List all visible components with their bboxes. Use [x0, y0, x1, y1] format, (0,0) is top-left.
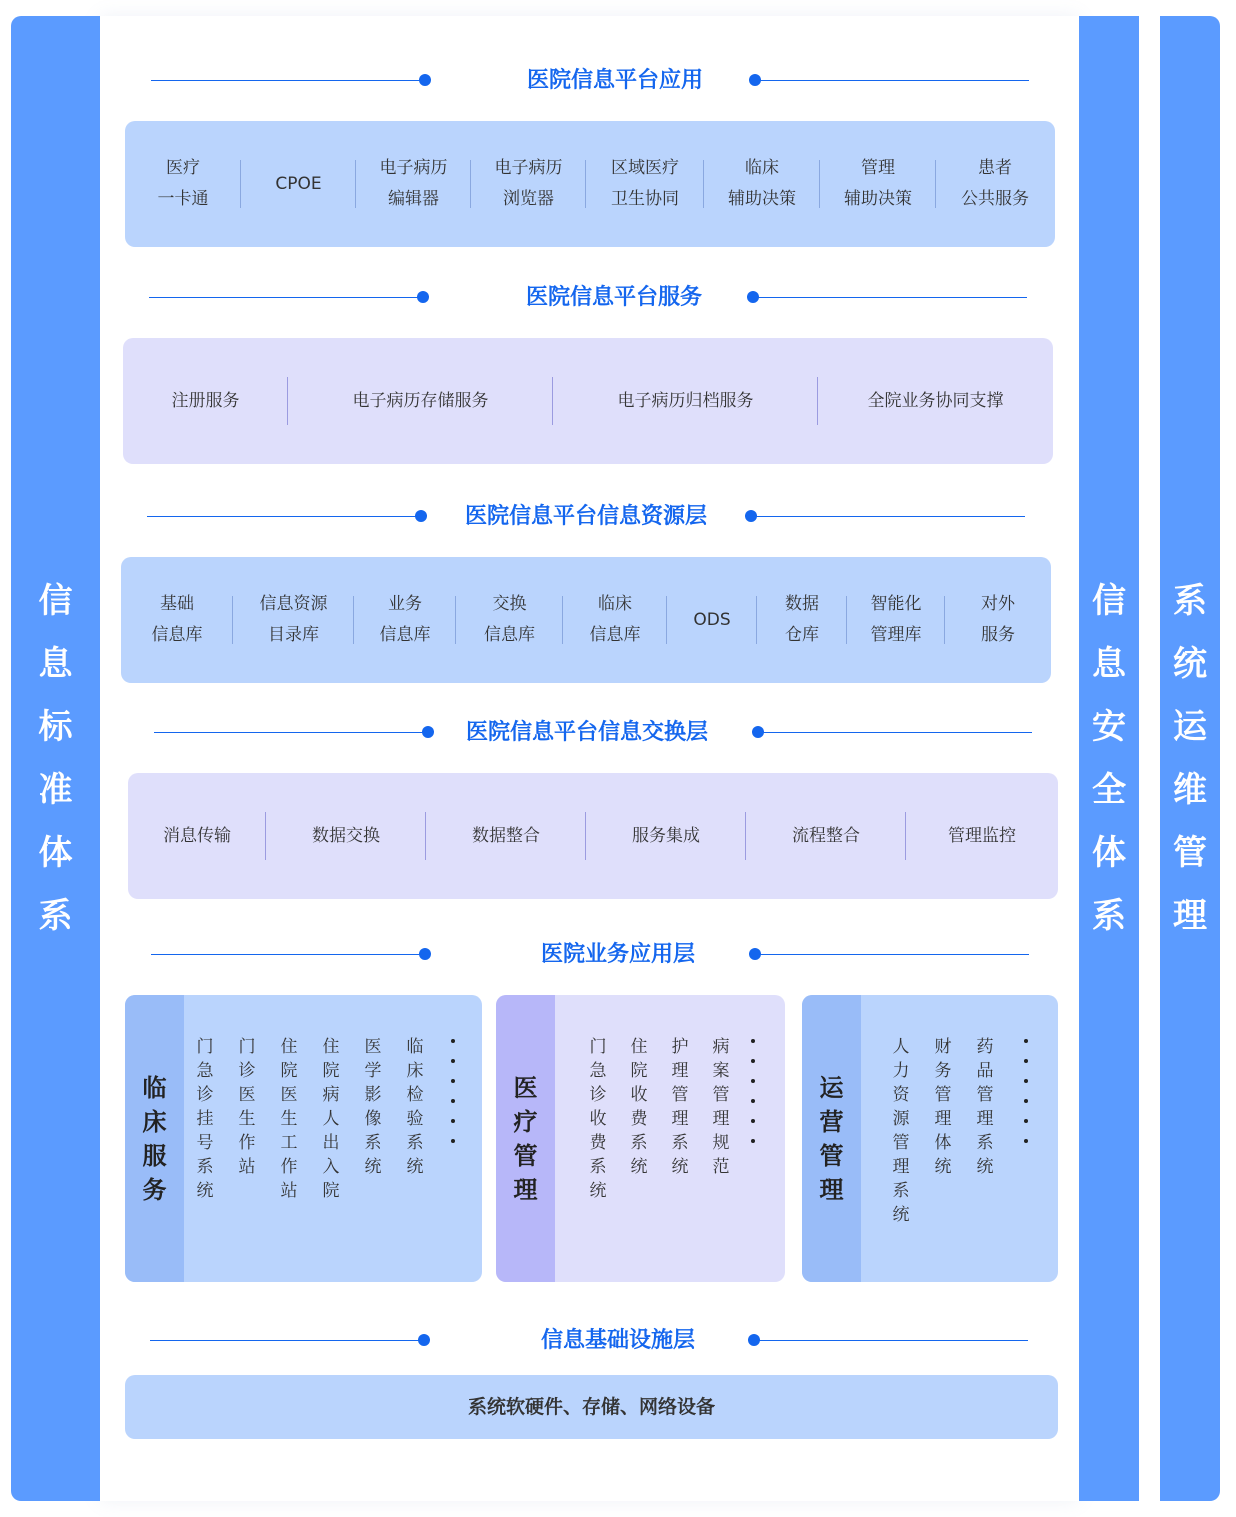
system-item-char: 系	[196, 1157, 214, 1177]
more-ellipsis-icon	[748, 1039, 758, 1159]
system-item	[891, 1035, 911, 1227]
system-item-char: 管	[976, 1085, 994, 1105]
panel-item-label: 流程整合	[792, 825, 860, 846]
panel-item-label: 信息库	[484, 625, 535, 645]
side.ops-char: 理	[1173, 895, 1207, 936]
side.security-char: 信	[1092, 580, 1126, 621]
system-item-char: 检	[406, 1085, 424, 1105]
panel-item-label: 管理监控	[948, 825, 1016, 846]
panel-item-label: 目录库	[268, 625, 319, 645]
panel-item-label: 消息传输	[163, 825, 231, 846]
side.ops-char: 管	[1173, 832, 1207, 873]
panel-item-label: 业务	[388, 594, 422, 614]
panel-item	[471, 153, 586, 215]
panel-item-label: 服务	[981, 625, 1015, 645]
system-item-char: 医	[238, 1085, 256, 1105]
panel-item-label: 电子病历	[379, 158, 448, 178]
system-item-char: 住	[322, 1037, 340, 1057]
panel-item	[354, 589, 456, 651]
system-item-char: 系	[976, 1133, 994, 1153]
panel-item	[128, 821, 266, 852]
side.left-char: 体	[38, 832, 73, 873]
system-item-char: 范	[712, 1157, 730, 1177]
system-item-char: 门	[196, 1037, 214, 1057]
card-title-char: 服	[142, 1141, 167, 1170]
system-item-char: 系	[364, 1133, 382, 1153]
system-item-char: 统	[892, 1205, 910, 1225]
system-item-char: 费	[589, 1133, 607, 1153]
system-item-char: 病	[712, 1037, 730, 1057]
panel-item-label: 数据交换	[312, 825, 380, 846]
card-title-char: 营	[819, 1107, 844, 1136]
system-item	[237, 1035, 257, 1179]
system-item-char: 统	[589, 1181, 607, 1201]
system-item-char: 理	[671, 1109, 689, 1129]
system-item-char: 药	[976, 1037, 994, 1057]
panel-item-label: 仓库	[785, 625, 819, 645]
system-item-char: 系	[630, 1133, 648, 1153]
card-title-char: 管	[819, 1141, 844, 1170]
system-item-char: 人	[322, 1109, 340, 1129]
panel-item	[586, 821, 746, 852]
panel-item-label: 服务集成	[632, 825, 700, 846]
panel-item-label: 交换	[492, 594, 527, 614]
panel-item	[586, 153, 704, 215]
system-item-char: 管	[712, 1085, 730, 1105]
panel-item-label: 管理	[861, 158, 895, 178]
system-item	[588, 1035, 608, 1203]
system-item-char: 管	[892, 1133, 910, 1153]
side.left-char: 息	[38, 643, 73, 684]
panel-item-label: 对外	[981, 594, 1015, 614]
system-item-char: 病	[322, 1085, 340, 1105]
panel-item-label: 医疗	[166, 158, 200, 178]
system-item-char: 系	[406, 1133, 424, 1153]
system-item-char: 影	[364, 1085, 382, 1105]
panel-item-label: 管理库	[870, 625, 922, 645]
panel-item	[553, 386, 818, 417]
system-item-char: 挂	[196, 1109, 214, 1129]
system-item-char: 站	[280, 1181, 298, 1201]
panel-item	[818, 386, 1053, 417]
panel-item-label: 浏览器	[503, 189, 554, 209]
side.security-char: 安	[1092, 706, 1126, 747]
panel-item	[936, 153, 1054, 215]
side.left-char: 信	[38, 580, 73, 621]
card-title-char: 务	[142, 1175, 167, 1204]
system-item-char: 生	[238, 1109, 256, 1129]
system-item-char: 临	[406, 1037, 424, 1057]
system-item-char: 系	[589, 1157, 607, 1177]
system-item-char: 门	[589, 1037, 607, 1057]
card-title-char: 疗	[513, 1107, 538, 1136]
panel-item-label: 电子病历存储服务	[352, 390, 489, 411]
section-title-app: 医院信息平台应用	[0, 66, 1236, 96]
panel-item-label: 基础	[160, 594, 194, 614]
panel-item	[241, 169, 356, 200]
system-item-char: 医	[280, 1085, 298, 1105]
panel-item	[233, 589, 354, 651]
system-item	[405, 1035, 425, 1179]
system-item-char: 理	[671, 1061, 689, 1081]
panel-item	[125, 153, 241, 215]
system-item-char: 资	[892, 1085, 910, 1105]
system-item-char: 统	[630, 1157, 648, 1177]
panel-item-label: ODS	[693, 609, 731, 630]
side.left-char: 准	[38, 769, 73, 810]
side.security-char: 体	[1092, 832, 1126, 873]
side.ops-char: 运	[1173, 706, 1207, 747]
system-item-char: 收	[589, 1109, 607, 1129]
system-item-char: 诊	[238, 1061, 256, 1081]
system-item-char: 像	[364, 1109, 382, 1129]
infrastructure-panel: 系统软硬件、存储、网络设备	[125, 1375, 1058, 1439]
side.security-char: 全	[1092, 769, 1126, 810]
operation-management-card	[802, 995, 1058, 1282]
system-item-char: 站	[238, 1157, 256, 1177]
system-item-char: 号	[196, 1133, 214, 1153]
system-ops-management-bar	[1160, 16, 1220, 1501]
panel-item-label: 辅助决策	[844, 189, 912, 209]
panel-item	[667, 605, 757, 636]
card-title-char: 理	[819, 1175, 844, 1204]
clinical-services-title	[125, 995, 184, 1282]
system-item-char: 理	[934, 1109, 952, 1129]
panel-item	[847, 589, 945, 651]
panel-item	[266, 821, 426, 852]
system-item-char: 急	[196, 1061, 214, 1081]
system-item-char: 急	[589, 1061, 607, 1081]
system-item-char: 统	[934, 1157, 952, 1177]
system-item-char: 验	[406, 1109, 424, 1129]
panel-item-label: 信息库	[151, 625, 203, 645]
card-title-char: 临	[142, 1073, 167, 1102]
side.ops-char: 维	[1173, 769, 1207, 810]
info-security-system-bar	[1079, 16, 1139, 1501]
side.left-char: 系	[38, 895, 73, 936]
panel-item-label: 电子病历	[494, 158, 563, 178]
panel-item-label: 数据	[785, 594, 819, 614]
panel-item-label: 信息资源	[259, 594, 328, 614]
system-item-char: 院	[280, 1061, 298, 1081]
panel-item-label: 信息库	[379, 625, 431, 645]
medical-management-card	[496, 995, 785, 1282]
system-item-char: 入	[322, 1157, 340, 1177]
panel-item-label: 区域医疗	[611, 158, 679, 178]
service-panel	[123, 338, 1053, 464]
panel-item-label: 公共服务	[961, 189, 1029, 209]
panel-item-label: 数据整合	[472, 825, 540, 846]
panel-item-label: 卫生协同	[611, 189, 679, 209]
system-item	[279, 1035, 299, 1203]
card-title-char: 理	[513, 1175, 538, 1204]
system-item-char: 管	[934, 1085, 952, 1105]
system-item-char: 统	[976, 1157, 994, 1177]
panel-item	[906, 821, 1058, 852]
panel-item	[945, 589, 1051, 651]
side.left-char: 标	[38, 706, 73, 747]
panel-item-label: 一卡通	[157, 189, 209, 209]
section-title-infra: 信息基础设施层	[0, 1326, 1236, 1356]
system-item-char: 床	[406, 1061, 424, 1081]
system-item-char: 门	[238, 1037, 256, 1057]
system-item-char: 作	[238, 1133, 256, 1153]
panel-item	[820, 153, 936, 215]
system-item-char: 统	[196, 1181, 214, 1201]
operation-management-title	[802, 995, 861, 1282]
system-item-char: 源	[892, 1109, 910, 1129]
system-item-char: 生	[280, 1109, 298, 1129]
side.ops-char: 系	[1173, 580, 1207, 621]
system-item-char: 理	[712, 1109, 730, 1129]
system-item	[975, 1035, 995, 1179]
resource-panel	[121, 557, 1051, 683]
panel-item-label: 编辑器	[388, 189, 439, 209]
side.security-char: 系	[1092, 895, 1126, 936]
panel-item-label: 全院业务协同支撑	[867, 390, 1004, 411]
system-item-char: 体	[934, 1133, 952, 1153]
system-item-char: 统	[406, 1157, 424, 1177]
system-item	[321, 1035, 341, 1203]
system-item-char: 住	[280, 1037, 298, 1057]
panel-item-label: 辅助决策	[728, 189, 796, 209]
panel-item-label: 智能化	[870, 594, 922, 614]
section-title-resource: 医院信息平台信息资源层	[0, 502, 1236, 532]
medical-management-title	[496, 995, 555, 1282]
info-standard-system-bar	[11, 16, 100, 1501]
system-item-char: 院	[322, 1181, 340, 1201]
system-item	[670, 1035, 690, 1179]
section-title-business: 医院业务应用层	[0, 940, 1236, 970]
panel-item-label: 电子病历归档服务	[617, 390, 754, 411]
system-item	[933, 1035, 953, 1179]
panel-item-label: 信息库	[589, 625, 641, 645]
panel-item	[426, 821, 586, 852]
system-item-char: 理	[892, 1157, 910, 1177]
system-item-char: 务	[934, 1061, 952, 1081]
clinical-services-card	[125, 995, 482, 1282]
system-item	[711, 1035, 731, 1179]
panel-item	[288, 386, 553, 417]
more-ellipsis-icon	[1021, 1039, 1031, 1159]
card-title-char: 床	[142, 1107, 167, 1136]
panel-item	[456, 589, 563, 651]
system-item-char: 住	[630, 1037, 648, 1057]
system-item-char: 诊	[589, 1085, 607, 1105]
panel-item	[121, 589, 233, 651]
system-item-char: 管	[671, 1085, 689, 1105]
system-item-char: 护	[671, 1037, 689, 1057]
system-item-char: 院	[322, 1061, 340, 1081]
system-item-char: 费	[630, 1109, 648, 1129]
system-item-char: 收	[630, 1085, 648, 1105]
exchange-panel	[128, 773, 1058, 899]
panel-item	[746, 821, 906, 852]
card-title-char: 医	[513, 1073, 538, 1102]
panel-item-label: 临床	[598, 594, 632, 614]
panel-item	[563, 589, 667, 651]
app-panel	[125, 121, 1055, 247]
system-item-char: 作	[280, 1157, 298, 1177]
system-item	[363, 1035, 383, 1179]
system-item-char: 统	[671, 1157, 689, 1177]
panel-item	[123, 386, 288, 417]
more-ellipsis-icon	[448, 1039, 458, 1159]
system-item	[629, 1035, 649, 1179]
card-title-char: 管	[513, 1141, 538, 1170]
system-item-char: 学	[364, 1061, 382, 1081]
system-item-char: 系	[892, 1181, 910, 1201]
panel-item	[704, 153, 820, 215]
section-title-service: 医院信息平台服务	[0, 283, 1236, 313]
panel-item-label: CPOE	[275, 173, 322, 194]
system-item-char: 诊	[196, 1085, 214, 1105]
system-item-char: 规	[712, 1133, 730, 1153]
system-item-char: 系	[671, 1133, 689, 1153]
system-item-char: 统	[364, 1157, 382, 1177]
system-item-char: 人	[892, 1037, 910, 1057]
system-item-char: 医	[364, 1037, 382, 1057]
system-item-char: 工	[280, 1133, 298, 1153]
panel-item	[356, 153, 471, 215]
card-title-char: 运	[819, 1073, 844, 1102]
system-item-char: 出	[322, 1133, 340, 1153]
section-title-exchange: 医院信息平台信息交换层	[0, 718, 1236, 748]
system-item-char: 理	[976, 1109, 994, 1129]
panel-item	[757, 589, 847, 651]
system-item-char: 力	[892, 1061, 910, 1081]
system-item-char: 品	[976, 1061, 994, 1081]
panel-item-label: 患者	[978, 158, 1012, 178]
system-item-char: 案	[712, 1061, 730, 1081]
side.ops-char: 统	[1173, 643, 1207, 684]
panel-item-label: 注册服务	[171, 390, 240, 411]
system-item-char: 财	[934, 1037, 952, 1057]
system-item	[195, 1035, 215, 1203]
panel-item-label: 临床	[745, 158, 779, 178]
side.security-char: 息	[1092, 643, 1126, 684]
system-item-char: 院	[630, 1061, 648, 1081]
